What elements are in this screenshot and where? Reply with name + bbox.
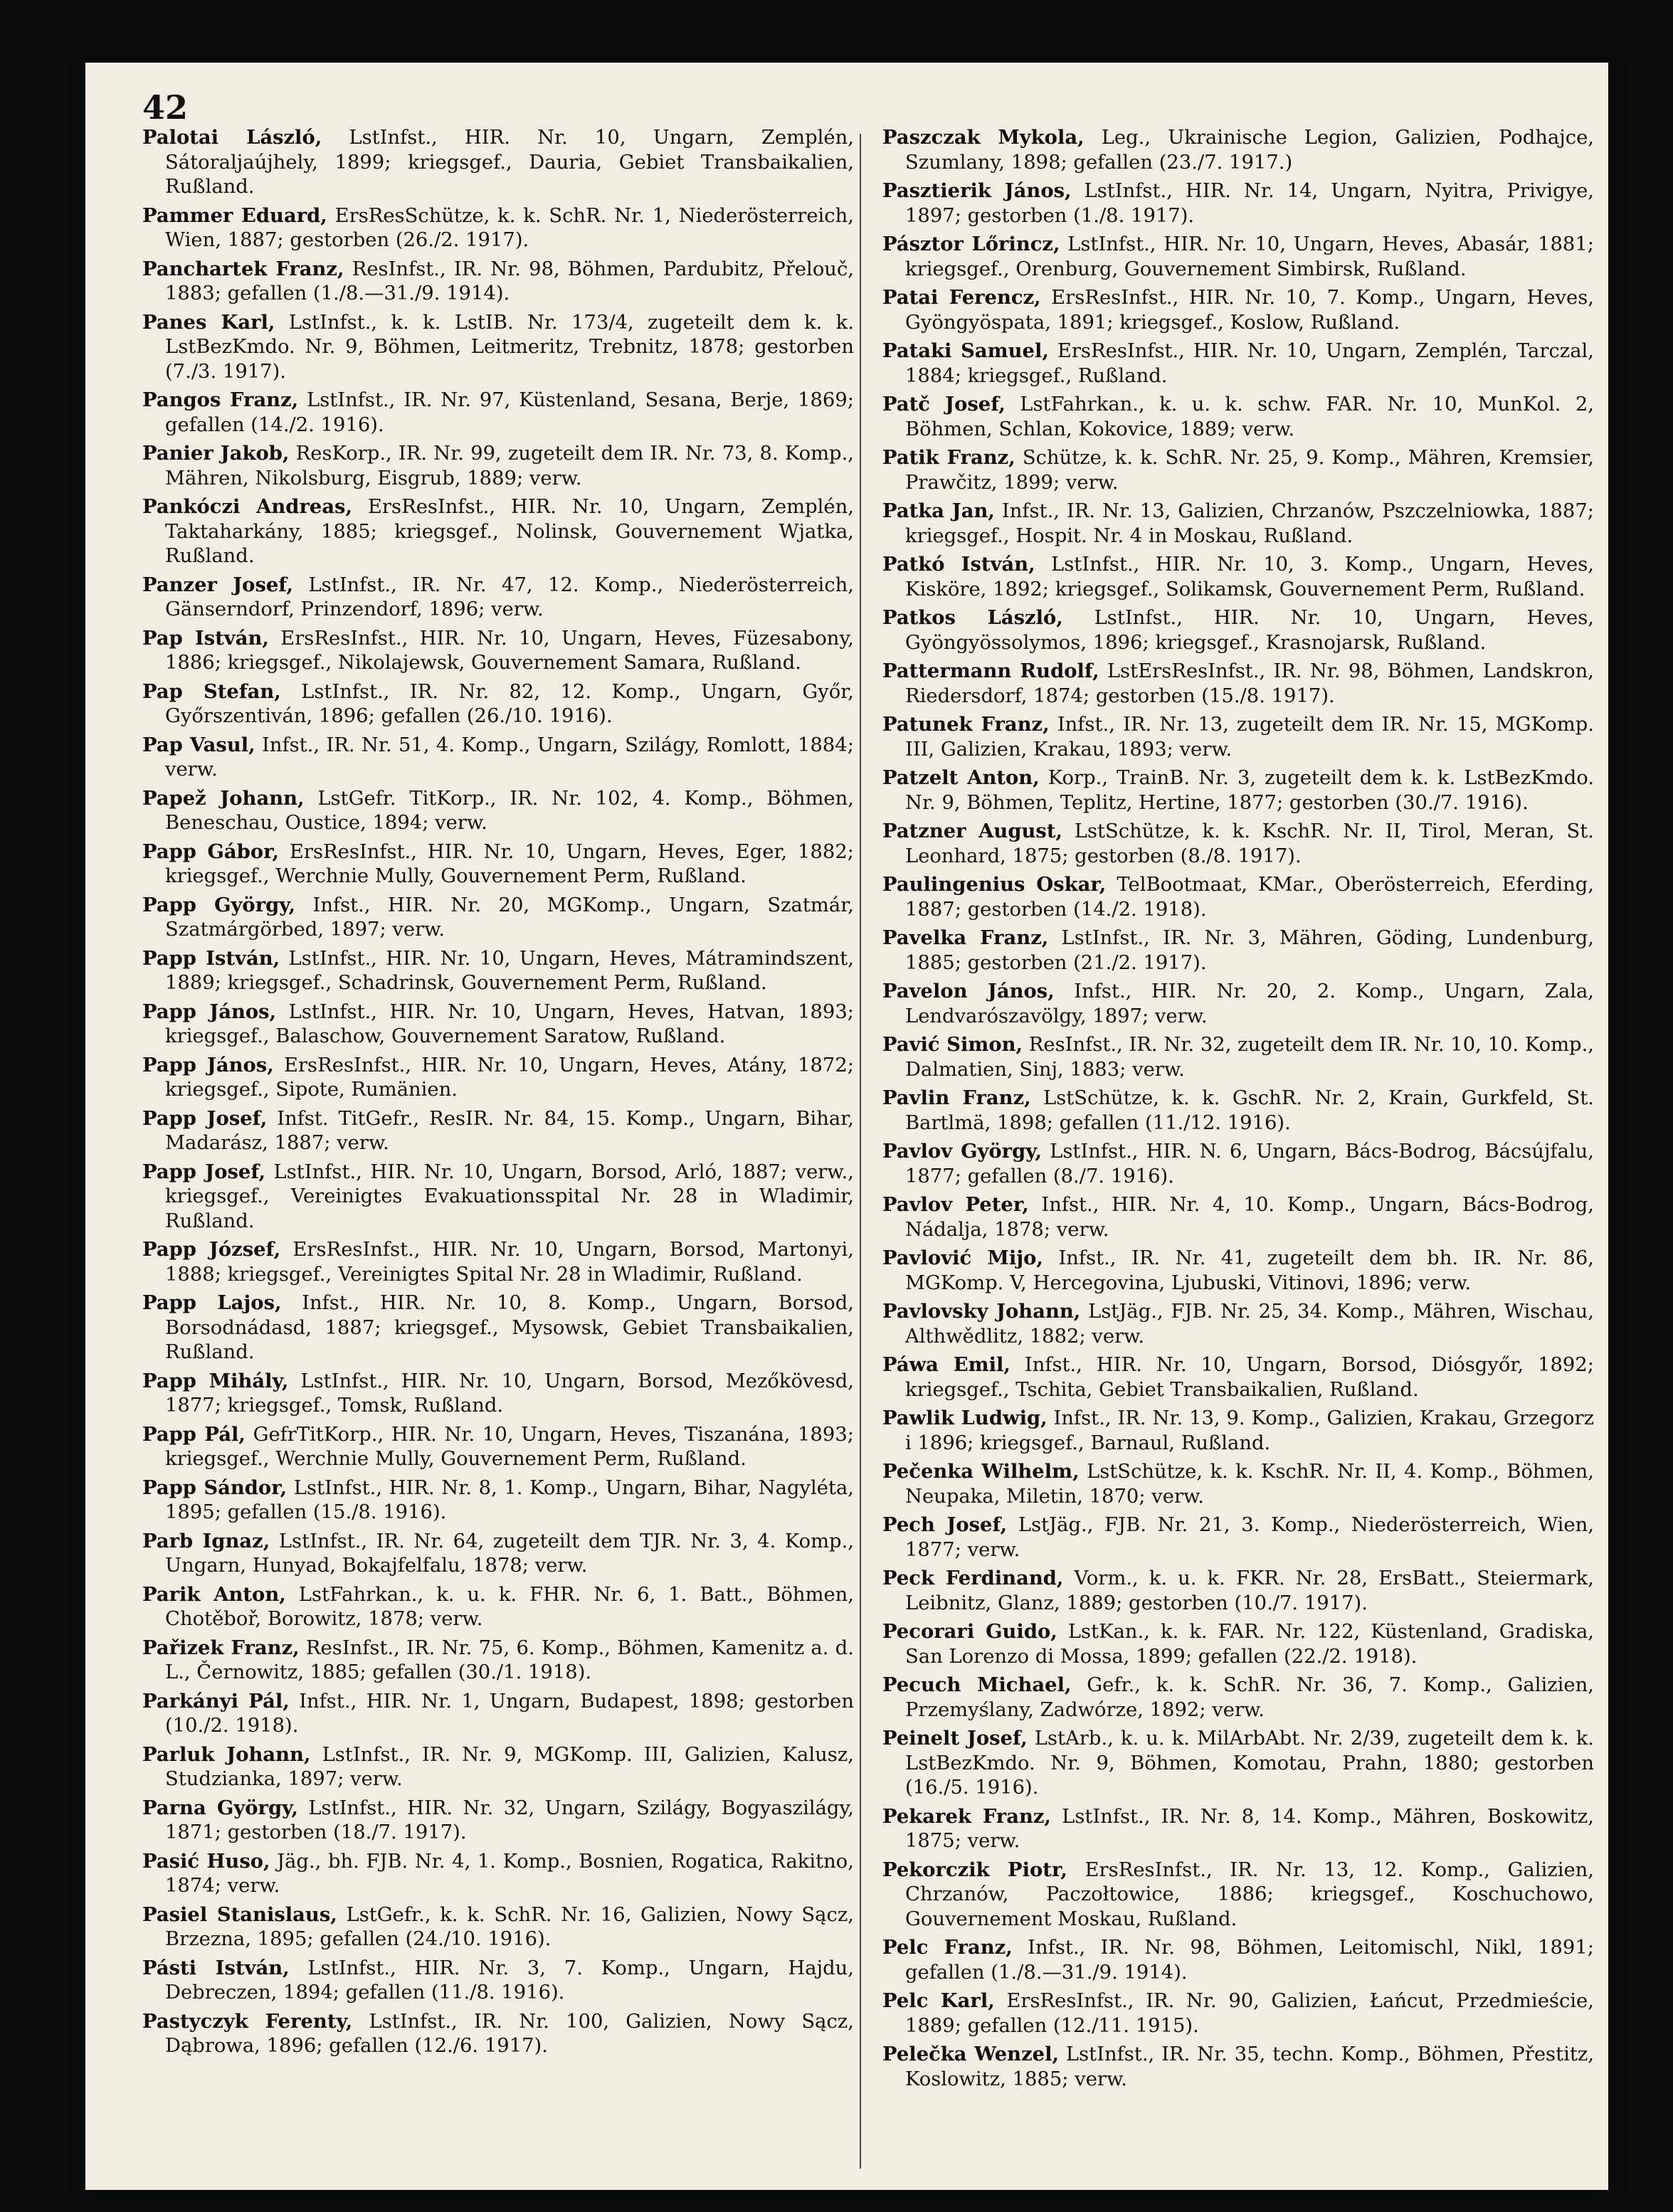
register-entry	[142, 1742, 854, 1792]
entry-name: Pasztierik János,	[882, 179, 1072, 202]
register-entry	[142, 1796, 854, 1846]
entry-details: ErsResSchütze, k. k. SchR. Nr. 1, Niederösterreich, Wien, 1887; gestorben (26./2. 1917).	[165, 204, 854, 251]
entry-name: Palotai László,	[142, 126, 322, 149]
entry-name: Pelc Karl,	[882, 1989, 995, 2012]
register-entry	[142, 1582, 854, 1632]
entry-name: Pap István,	[142, 626, 269, 650]
register-entry	[882, 552, 1594, 602]
entry-name: Paulingenius Oskar,	[882, 873, 1107, 896]
entry-details: Infst., HIR. Nr. 1, Ungarn, Budapest, 1898; gestorben (10./2. 1918).	[165, 1690, 854, 1737]
entry-details: LstKan., k. k. FAR. Nr. 122, Küstenland, Gradiska, San Lorenzo di Mossa, 1899; gefallen (22./2. 1918).	[905, 1621, 1594, 1668]
register-entry	[142, 310, 854, 385]
entry-details: ErsResInfst., HIR. Nr. 10, Ungarn, Zemplén, Taktaharkány, 1885; kriegsgef., Nolinsk, Gouvernement Wjatka, Rußland.	[165, 496, 854, 567]
entry-details: LstArb., k. u. k. MilArbAbt. Nr. 2/39, zugeteilt dem k. k. LstBezKmdo. Nr. 9, Böhmen, Komotau, Prahn, 1880; gestorben (16./5. 1916).	[905, 1727, 1594, 1799]
entry-name: Pavlović Mijo,	[882, 1247, 1043, 1269]
entry-details: LstInfst., IR. Nr. 8, 14. Komp., Mähren, Boskowitz, 1875; verw.	[905, 1805, 1594, 1852]
register-entry	[142, 1529, 854, 1579]
register-entry	[882, 1619, 1594, 1669]
entry-name: Pavlov Peter,	[882, 1193, 1029, 1216]
entry-name: Papp Mihály,	[142, 1369, 289, 1392]
register-entry	[142, 1903, 854, 1952]
entry-name: Papp Lajos,	[142, 1291, 282, 1314]
entry-details: LstInfst., HIR. Nr. 3, 7. Komp., Ungarn, Hajdu, Debreczen, 1894; gefallen (11./8. 1916).	[165, 1957, 854, 2004]
entry-name: Panes Karl,	[142, 310, 275, 334]
register-page	[85, 63, 1608, 2190]
register-entry	[882, 872, 1594, 922]
register-entry	[142, 786, 854, 836]
entry-name: Parna György,	[142, 1796, 298, 1819]
register-entry	[142, 1237, 854, 1287]
entry-name: Panier Jakob,	[142, 442, 290, 465]
register-entry	[142, 679, 854, 729]
register-entry	[142, 1636, 854, 1686]
register-entry	[142, 1849, 854, 1899]
register-entry	[142, 1422, 854, 1472]
entry-details: LstInfst., IR. Nr. 97, Küstenland, Sesana, Berje, 1869; gefallen (14./2. 1916).	[165, 389, 854, 436]
register-entry	[882, 1192, 1594, 1242]
entry-details: LstErsResInfst., IR. Nr. 98, Böhmen, Landskron, Riedersdorf, 1874; gestorben (15./8. 1917).	[905, 660, 1594, 707]
entry-details: LstInfst., HIR. Nr. 10, Ungarn, Heves, Gyöngyössolymos, 1896; kriegsgef., Krasnojarsk, Rußland.	[905, 607, 1594, 654]
entry-details: LstGefr., k. k. SchR. Nr. 16, Galizien, Nowy Sącz, Brzezna, 1895; gefallen (24./10. 1916).	[165, 1903, 854, 1950]
entry-name: Parluk Johann,	[142, 1742, 311, 1766]
register-entry	[882, 1566, 1594, 1616]
register-entry	[882, 232, 1594, 282]
right-column	[882, 125, 1594, 2174]
register-entry	[882, 1804, 1594, 1854]
entry-name: Pavelon János,	[882, 980, 1055, 1002]
entry-details: LstInfst., HIR. Nr. 10, Ungarn, Heves, Mátramindszent, 1889; kriegsgef., Schadrinsk, Gouvernement Perm, Rußland.	[165, 947, 854, 994]
entry-name: Pangos Franz,	[142, 388, 299, 411]
register-entry	[882, 819, 1594, 869]
entry-details: LstInfst., HIR. Nr. 10, Ungarn, Heves, Abasár, 1881; kriegsgef., Orenburg, Gouvernement Simbirsk, Rußland.	[905, 233, 1594, 280]
register-entry	[882, 179, 1594, 228]
entry-details: LstJäg., FJB. Nr. 21, 3. Komp., Niederösterreich, Wien, 1877; verw.	[905, 1514, 1594, 1561]
entry-name: Pekarek Franz,	[882, 1804, 1051, 1828]
entry-details: ErsResInfst., HIR. Nr. 10, Ungarn, Zemplén, Tarczal, 1884; kriegsgef., Rußland.	[905, 340, 1594, 387]
entry-name: Patč Josef,	[882, 393, 1006, 416]
register-entry	[142, 626, 854, 676]
entry-details: Gefr., k. k. SchR. Nr. 36, 7. Komp., Galizien, Przemyślany, Zadwórze, 1892; verw.	[905, 1674, 1594, 1721]
register-entry	[142, 893, 854, 943]
entry-name: Parb Ignaz,	[142, 1529, 270, 1552]
register-entry	[882, 499, 1594, 549]
register-entry	[882, 605, 1594, 655]
entry-name: Panchartek Franz,	[142, 257, 344, 280]
entry-details: LstInfst., HIR. Nr. 10, Ungarn, Borsod, Mezőkövesd, 1877; kriegsgef., Tomsk, Rußland.	[165, 1370, 854, 1417]
register-entry	[882, 1139, 1594, 1189]
entry-name: Patik Franz,	[882, 446, 1015, 469]
register-entry	[142, 388, 854, 438]
register-entry	[882, 766, 1594, 815]
entry-details: LstInfst., IR. Nr. 9, MGKomp. III, Galizien, Kalusz, Studzianka, 1897; verw.	[165, 1743, 854, 1790]
entry-details: ErsResInfst., HIR. Nr. 10, 7. Komp., Ungarn, Heves, Gyöngyöspata, 1891; kriegsgef., Koslow, Rußland.	[905, 287, 1594, 334]
entry-name: Pap Vasul,	[142, 733, 255, 756]
entry-name: Patzner August,	[882, 820, 1063, 842]
entry-details: Infst., HIR. Nr. 10, 8. Komp., Ungarn, Borsod, Borsodnádasd, 1887; kriegsgef., Mysowsk, Gebiet Transbaikalien, Rußland.	[165, 1292, 854, 1363]
register-entry	[142, 1369, 854, 1419]
register-entry	[882, 1299, 1594, 1349]
register-entry	[882, 979, 1594, 1029]
entry-name: Pelc Franz,	[882, 1936, 1013, 1959]
entry-details: Schütze, k. k. SchR. Nr. 25, 9. Komp., Mähren, Kremsier, Prawčitz, 1899; verw.	[905, 447, 1594, 494]
register-entry	[142, 257, 854, 307]
entry-details: LstInfst., HIR. N. 6, Ungarn, Bács-Bodrog, Bácsújfalu, 1877; gefallen (8./7. 1916).	[905, 1141, 1594, 1187]
page-number: 42	[142, 88, 189, 127]
entry-details: LstInfst., IR. Nr. 82, 12. Komp., Ungarn, Győr, Győrszentiván, 1896; gefallen (26./10. 1916).	[165, 680, 854, 727]
register-entry	[142, 1053, 854, 1103]
register-entry	[882, 926, 1594, 975]
register-entry	[882, 1086, 1594, 1136]
register-entry	[882, 125, 1594, 175]
register-entry	[142, 1476, 854, 1525]
register-entry	[142, 1956, 854, 2006]
register-entry	[882, 392, 1594, 442]
entry-name: Pasić Huso,	[142, 1849, 270, 1873]
entry-details: LstFahrkan., k. u. k. schw. FAR. Nr. 10, MunKol. 2, Böhmen, Schlan, Kokovice, 1889; verw.	[905, 393, 1594, 440]
entry-name: Peinelt Josef,	[882, 1727, 1028, 1750]
entry-details: LstInfst., HIR. Nr. 8, 1. Komp., Ungarn, Bihar, Nagyléta, 1895; gefallen (15./8. 1916).	[165, 1476, 854, 1523]
register-entry	[882, 1935, 1594, 1985]
entry-name: Pečenka Wilhelm,	[882, 1460, 1080, 1483]
entry-details: Infst., HIR. Nr. 10, Ungarn, Borsod, Diósgyőr, 1892; kriegsgef., Tschita, Gebiet Transbaikalien, Rußland.	[905, 1354, 1594, 1401]
entry-details: ErsResInfst., HIR. Nr. 10, Ungarn, Borsod, Martonyi, 1888; kriegsgef., Vereinigtes Spital Nr. 28 in Wladimir, Rußland.	[165, 1239, 854, 1286]
register-entry	[142, 125, 854, 200]
entry-name: Pawlik Ludwig,	[882, 1407, 1047, 1429]
entry-details: ErsResInfst., IR. Nr. 90, Galizien, Łańcut, Przedmieście, 1889; gefallen (12./11. 1915).	[905, 1990, 1594, 2037]
entry-details: TelBootmaat, KMar., Oberösterreich, Eferding, 1887; gestorben (14./2. 1918).	[905, 874, 1594, 921]
entry-name: Papp János,	[142, 1053, 274, 1076]
entry-details: LstSchütze, k. k. GschR. Nr. 2, Krain, Gurkfeld, St. Bartlmä, 1898; gefallen (11./12. 1916).	[905, 1087, 1594, 1134]
register-entry	[882, 1513, 1594, 1562]
entry-details: LstInfst., HIR. Nr. 32, Ungarn, Szilágy, Bogyaszilágy, 1871; gestorben (18./7. 1917).	[165, 1796, 854, 1843]
entry-details: LstInfst., HIR. Nr. 10, 3. Komp., Ungarn, Heves, Kisköre, 1892; kriegsgef., Solikamsk, Gouvernement Perm, Rußland.	[905, 554, 1594, 600]
entry-name: Pařizek Franz,	[142, 1636, 300, 1659]
register-entry	[882, 1406, 1594, 1456]
entry-name: Pammer Eduard,	[142, 203, 327, 227]
entry-details: ResInfst., IR. Nr. 32, zugeteilt dem IR. Nr. 10, 10. Komp., Dalmatien, Sinj, 1883; verw.	[905, 1034, 1594, 1081]
entry-details: LstInfst., HIR. Nr. 10, Ungarn, Borsod, Arló, 1887; verw., kriegsgef., Vereinigtes Evakuationsspital Nr. 28 in Wladimir, Rußland.	[165, 1160, 854, 1232]
entry-name: Páwa Emil,	[882, 1353, 1010, 1376]
register-entry	[142, 733, 854, 783]
entry-details: Infst., IR. Nr. 51, 4. Komp., Ungarn, Szilágy, Romlott, 1884; verw.	[165, 734, 854, 780]
register-entry	[882, 339, 1594, 388]
register-entry	[882, 659, 1594, 709]
entry-name: Pavlin Franz,	[882, 1086, 1031, 1109]
register-entry	[142, 1106, 854, 1156]
entry-name: Papež Johann,	[142, 786, 305, 810]
register-entry	[142, 1689, 854, 1739]
entry-name: Pásztor Lőrincz,	[882, 233, 1060, 255]
register-entry	[142, 203, 854, 253]
left-column	[142, 125, 854, 2174]
register-entry	[882, 285, 1594, 335]
entry-name: Pavelka Franz,	[882, 926, 1049, 949]
entry-name: Pataki Samuel,	[882, 339, 1049, 362]
entry-name: Papp Josef,	[142, 1160, 266, 1183]
entry-name: Patkos László,	[882, 606, 1063, 629]
entry-details: Infst., IR. Nr. 13, Galizien, Chrzanów, Pszczelniowka, 1887; kriegsgef., Hospit. Nr. 4 in Moskau, Rußland.	[905, 500, 1594, 547]
register-entry	[142, 573, 854, 623]
entry-details: Infst., IR. Nr. 41, zugeteilt dem bh. IR. Nr. 86, MGKomp. V, Hercegovina, Ljubuski, Vitinovi, 1896; verw.	[905, 1247, 1594, 1294]
entry-details: LstInfst., HIR. Nr. 14, Ungarn, Nyitra, Privigye, 1897; gestorben (1./8. 1917).	[905, 180, 1594, 227]
register-entry	[142, 1000, 854, 1049]
entry-details: Infst., HIR. Nr. 20, 2. Komp., Ungarn, Zala, Lendvarószavölgy, 1897; verw.	[905, 980, 1594, 1027]
entry-details: ErsResInfst., IR. Nr. 13, 12. Komp., Galizien, Chrzanów, Paczołtowice, 1886; kriegsgef., Koschuchowo, Gouvernement Moskau, Rußland.	[905, 1858, 1594, 1930]
entry-name: Pech Josef,	[882, 1513, 1008, 1536]
register-entry	[142, 1291, 854, 1365]
entry-details: LstFahrkan., k. u. k. FHR. Nr. 6, 1. Batt., Böhmen, Chotěboř, Borowitz, 1878; verw.	[165, 1583, 854, 1630]
entry-details: ErsResInfst., HIR. Nr. 10, Ungarn, Heves, Atány, 1872; kriegsgef., Sipote, Rumänien.	[165, 1054, 854, 1101]
column-divider	[860, 134, 861, 2169]
entry-details: Infst., IR. Nr. 13, zugeteilt dem IR. Nr. 15, MGKomp. III, Galizien, Krakau, 1893; verw.	[905, 714, 1594, 761]
entry-name: Patkó István,	[882, 553, 1035, 576]
entry-name: Pekorczik Piotr,	[882, 1858, 1067, 1881]
entry-details: Korp., TrainB. Nr. 3, zugeteilt dem k. k. LstBezKmdo. Nr. 9, Böhmen, Teplitz, Hertine, 1877; gestorben (30./7. 1916).	[905, 767, 1594, 814]
register-entry	[142, 1160, 854, 1234]
entry-name: Papp Sándor,	[142, 1476, 287, 1499]
entry-details: Infst., IR. Nr. 98, Böhmen, Leitomischl, Nikl, 1891; gefallen (1./8.—31./9. 1914).	[905, 1937, 1594, 1984]
register-entry	[882, 1353, 1594, 1402]
entry-details: LstInfst., k. k. LstIB. Nr. 173/4, zugeteilt dem k. k. LstBezKmdo. Nr. 9, Böhmen, Leitmeritz, Trebnitz, 1878; gestorben (7./3. 1917).	[165, 311, 854, 383]
entry-details: ResKorp., IR. Nr. 99, zugeteilt dem IR. Nr. 73, 8. Komp., Mähren, Nikolsburg, Eisgrub, 1889; verw.	[165, 443, 854, 490]
entry-details: Infst., HIR. Nr. 4, 10. Komp., Ungarn, Bács-Bodrog, Nádalja, 1878; verw.	[905, 1194, 1594, 1241]
entry-details: ErsResInfst., HIR. Nr. 10, Ungarn, Heves, Füzesabony, 1886; kriegsgef., Nikolajewsk, Gouvernement Samara, Rußland.	[165, 627, 854, 674]
entry-name: Patunek Franz,	[882, 713, 1050, 736]
register-entry	[882, 712, 1594, 762]
entry-name: Pavić Simon,	[882, 1033, 1023, 1056]
entry-name: Pelečka Wenzel,	[882, 2043, 1060, 2065]
register-entry	[882, 1673, 1594, 1722]
register-entry	[882, 1032, 1594, 1082]
entry-details: LstInfst., HIR. Nr. 10, Ungarn, Heves, Hatvan, 1893; kriegsgef., Balaschow, Gouvernement Saratow, Rußland.	[165, 1000, 854, 1047]
entry-name: Peck Ferdinand,	[882, 1567, 1064, 1589]
entry-name: Parik Anton,	[142, 1582, 286, 1606]
entry-name: Panzer Josef,	[142, 573, 294, 596]
entry-details: LstJäg., FJB. Nr. 25, 34. Komp., Mähren, Wischau, Althwědlitz, 1882; verw.	[905, 1301, 1594, 1348]
entry-details: LstSchütze, k. k. KschR. Nr. II, Tirol, Meran, St. Leonhard, 1875; gestorben (8./8. 1917).	[905, 820, 1594, 867]
register-entry	[882, 1246, 1594, 1296]
register-entry	[882, 1858, 1594, 1932]
entry-details: LstInfst., IR. Nr. 100, Galizien, Nowy Sącz, Dąbrowa, 1896; gefallen (12./6. 1917).	[165, 2010, 854, 2057]
entry-name: Papp Pál,	[142, 1422, 246, 1446]
entry-name: Paszczak Mykola,	[882, 126, 1084, 149]
entry-name: Pap Stefan,	[142, 679, 281, 703]
register-entry	[142, 946, 854, 996]
entry-details: Infst., HIR. Nr. 20, MGKomp., Ungarn, Szatmár, Szatmárgörbed, 1897; verw.	[165, 894, 854, 941]
entry-details: Leg., Ukrainische Legion, Galizien, Podhajce, Szumlany, 1898; gefallen (23./7. 1917.)	[905, 127, 1594, 174]
entry-name: Pavlovsky Johann,	[882, 1300, 1081, 1323]
entry-name: Papp József,	[142, 1238, 281, 1261]
entry-name: Papp János,	[142, 1000, 277, 1023]
entry-details: Jäg., bh. FJB. Nr. 4, 1. Komp., Bosnien, Rogatica, Rakitno, 1874; verw.	[165, 1850, 854, 1897]
entry-name: Pecuch Michael,	[882, 1673, 1072, 1696]
entry-details: Infst. TitGefr., ResIR. Nr. 84, 15. Komp., Ungarn, Bihar, Madarász, 1887; verw.	[165, 1107, 854, 1154]
entry-name: Papp Gábor,	[142, 840, 280, 863]
entry-details: Infst., IR. Nr. 13, 9. Komp., Galizien, Krakau, Grzegorz i 1896; kriegsgef., Barnaul, Rußland.	[905, 1407, 1594, 1454]
entry-name: Patka Jan,	[882, 499, 995, 522]
entry-details: LstInfst., HIR. Nr. 10, Ungarn, Zemplén, Sátoraljaújhely, 1899; kriegsgef., Dauria, Gebiet Transbaikalien, Rußland.	[165, 127, 854, 198]
entry-name: Papp Josef,	[142, 1106, 268, 1130]
entry-name: Papp István,	[142, 946, 280, 970]
entry-details: LstSchütze, k. k. KschR. Nr. II, 4. Komp., Böhmen, Neupaka, Miletin, 1870; verw.	[905, 1461, 1594, 1508]
entry-name: Papp György,	[142, 893, 296, 916]
entry-name: Pastyczyk Ferenty,	[142, 2009, 353, 2033]
entry-name: Pavlov György,	[882, 1140, 1043, 1163]
register-entry	[882, 1726, 1594, 1801]
entry-details: LstGefr. TitKorp., IR. Nr. 102, 4. Komp., Böhmen, Beneschau, Oustice, 1894; verw.	[165, 787, 854, 834]
entry-name: Pattermann Rudolf,	[882, 660, 1099, 682]
entry-details: GefrTitKorp., HIR. Nr. 10, Ungarn, Heves, Tiszanána, 1893; kriegsgef., Werchnie Mully, Gouvernement Perm, Rußland.	[165, 1423, 854, 1470]
register-entry	[142, 494, 854, 569]
register-entry	[882, 445, 1594, 495]
entry-details: ResInfst., IR. Nr. 75, 6. Komp., Böhmen, Kamenitz a. d. L., Černowitz, 1885; gefallen (30./1. 1918).	[165, 1636, 854, 1683]
register-entry	[882, 1459, 1594, 1509]
register-entry	[882, 1989, 1594, 2038]
entry-details: LstInfst., IR. Nr. 64, zugeteilt dem TJR. Nr. 3, 4. Komp., Ungarn, Hunyad, Bokajfelfalu, 1878; verw.	[165, 1530, 854, 1577]
entry-name: Patzelt Anton,	[882, 766, 1040, 789]
entry-name: Pásti István,	[142, 1956, 290, 1979]
entry-details: LstInfst., IR. Nr. 47, 12. Komp., Niederösterreich, Gänserndorf, Prinzendorf, 1896; verw.	[165, 573, 854, 620]
register-entry	[142, 441, 854, 491]
register-entry	[882, 2042, 1594, 2092]
entry-details: LstInfst., IR. Nr. 3, Mähren, Göding, Lundenburg, 1885; gestorben (21./2. 1917).	[905, 927, 1594, 974]
entry-details: ResInfst., IR. Nr. 98, Böhmen, Pardubitz, Přelouč, 1883; gefallen (1./8.—31./9. 1914).	[165, 258, 854, 305]
register-entry	[142, 2009, 854, 2059]
entry-name: Patai Ferencz,	[882, 286, 1041, 309]
register-entry	[142, 840, 854, 889]
entry-name: Parkányi Pál,	[142, 1689, 290, 1713]
entry-name: Pasiel Stanislaus,	[142, 1903, 337, 1926]
entry-name: Pecorari Guido,	[882, 1620, 1057, 1643]
entry-details: Vorm., k. u. k. FKR. Nr. 28, ErsBatt., Steiermark, Leibnitz, Glanz, 1889; gestorben (10./7. 1917).	[905, 1567, 1594, 1614]
entry-details: LstInfst., IR. Nr. 35, techn. Komp., Böhmen, Přestitz, Koslowitz, 1885; verw.	[905, 2043, 1594, 2090]
entry-name: Pankóczi Andreas,	[142, 495, 353, 518]
entry-details: ErsResInfst., HIR. Nr. 10, Ungarn, Heves, Eger, 1882; kriegsgef., Werchnie Mully, Gouvernement Perm, Rußland.	[165, 840, 854, 887]
